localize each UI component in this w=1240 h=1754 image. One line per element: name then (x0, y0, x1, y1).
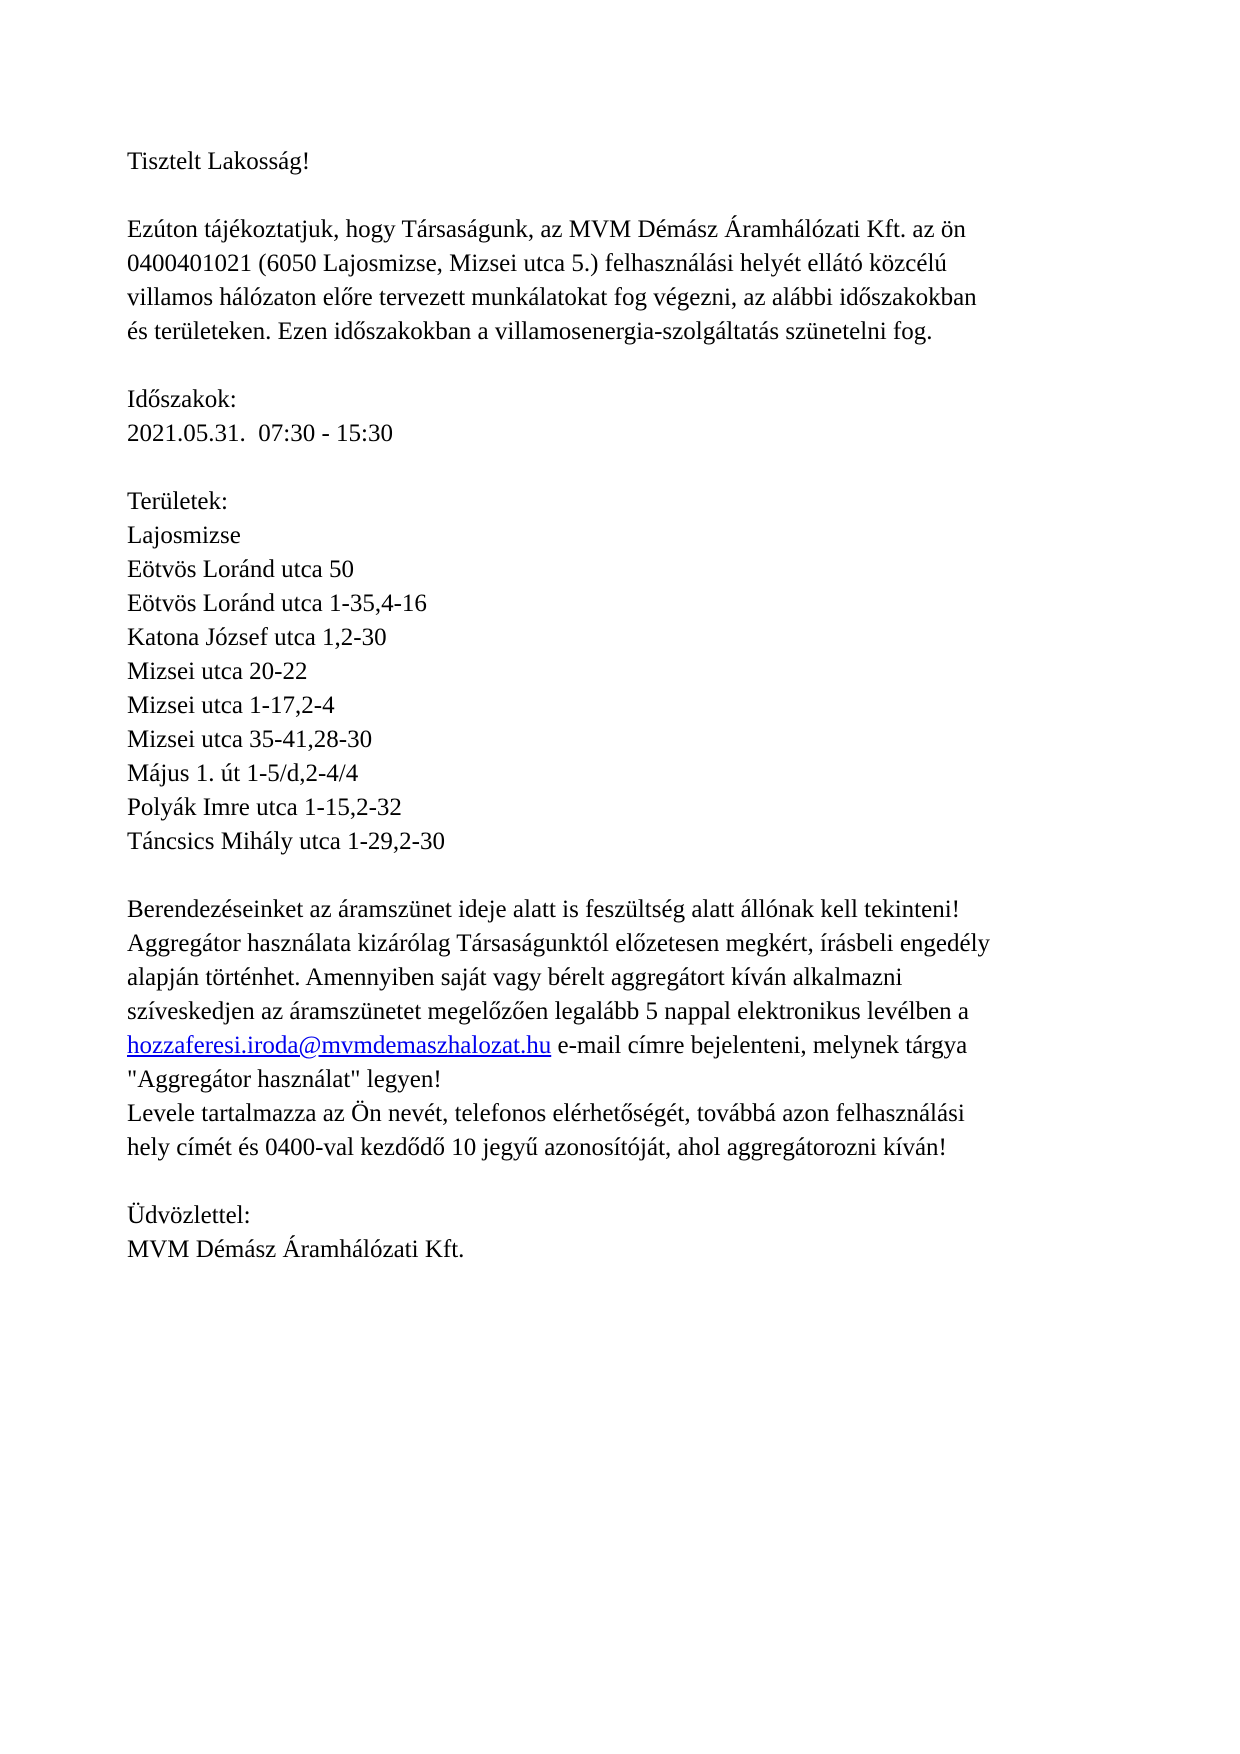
street-line: Eötvös Loránd utca 1-35,4-16 (127, 590, 427, 617)
intro-paragraph (127, 213, 1137, 349)
notice-line: Berendezéseinket az áramszünet ideje alatt is feszültség alatt állónak kell tekinteni! (127, 896, 960, 923)
email-link[interactable]: hozzaferesi.iroda@mvmdemaszhalozat.hu (127, 1032, 552, 1059)
notice-line: hely címét és 0400-val kezdődő 10 jegyű azonosítóját, ahol aggregátorozni kíván! (127, 1134, 947, 1161)
notice-email-line (127, 1029, 1137, 1063)
areas-heading: Területek: (127, 488, 228, 515)
salutation (127, 145, 1137, 179)
closing-company: MVM Démász Áramhálózati Kft. (127, 1236, 465, 1263)
notice-paragraph (127, 893, 1137, 1165)
notice-subject-line: "Aggregátor használat" legyen! (127, 1066, 442, 1093)
letter-body (127, 145, 1137, 1267)
areas-city: Lajosmizse (127, 522, 241, 549)
street-line: Mizsei utca 35-41,28-30 (127, 726, 373, 753)
closing-regards: Üdvözlettel: (127, 1202, 251, 1229)
street-line: Eötvös Loránd utca 50 (127, 556, 355, 583)
notice-line: Levele tartalmazza az Ön nevét, telefonos elérhetőségét, továbbá azon felhasználási (127, 1100, 965, 1127)
periods-section (127, 383, 1137, 451)
periods-value: 2021.05.31. 07:30 - 15:30 (127, 420, 393, 447)
notice-line: Aggregátor használata kizárólag Társaságunktól előzetesen megkért, írásbeli engedély (127, 930, 991, 957)
closing-section (127, 1199, 1137, 1267)
periods-heading: Időszakok: (127, 386, 237, 413)
intro-line: és területeken. Ezen időszakokban a villamosenergia-szolgáltatás szünetelni fog. (127, 318, 933, 345)
street-line: Május 1. út 1-5/d,2-4/4 (127, 760, 359, 787)
salutation-text: Tisztelt Lakosság! (127, 148, 311, 175)
street-line: Polyák Imre utca 1-15,2-32 (127, 794, 402, 821)
notice-line: szíveskedjen az áramszünetet megelőzően legalább 5 nappal elektronikus levélben a (127, 998, 970, 1025)
street-line: Táncsics Mihály utca 1-29,2-30 (127, 828, 445, 855)
notice-line: alapján történhet. Amennyiben saját vagy bérelt aggregátort kíván alkalmazni (127, 964, 903, 991)
street-line: Mizsei utca 1-17,2-4 (127, 692, 335, 719)
notice-after-email-text: e-mail címre bejelenteni, melynek tárgya (551, 1032, 968, 1059)
street-line: Mizsei utca 20-22 (127, 658, 308, 685)
intro-line: 0400401021 (6050 Lajosmizse, Mizsei utca 5.) felhasználási helyét ellátó közcélú (127, 250, 947, 277)
areas-section (127, 485, 1137, 859)
intro-line: villamos hálózaton előre tervezett munkálatokat fog végezni, az alábbi időszakokban (127, 284, 977, 311)
intro-line: Ezúton tájékoztatjuk, hogy Társaságunk, az MVM Démász Áramhálózati Kft. az ön (127, 216, 966, 243)
street-line: Katona József utca 1,2-30 (127, 624, 387, 651)
